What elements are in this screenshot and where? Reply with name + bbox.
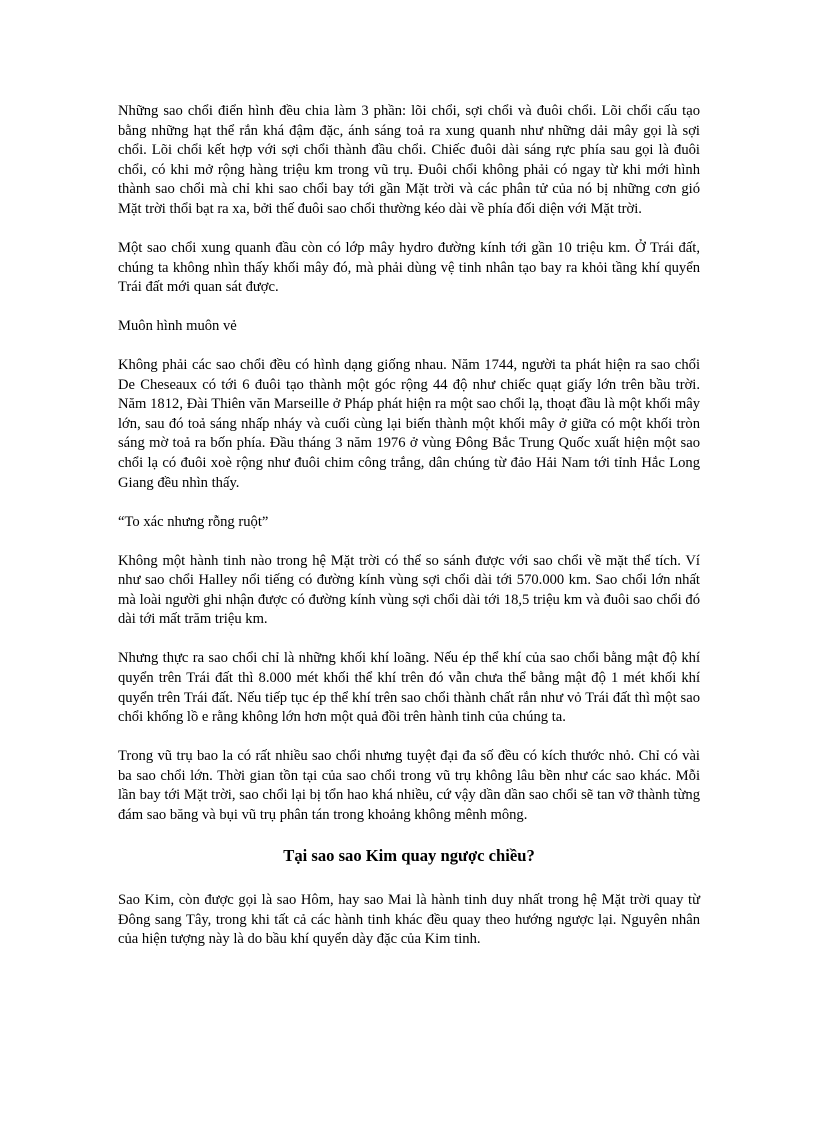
paragraph-venus-rotation: Sao Kim, còn được gọi là sao Hôm, hay sao Mai là hành tinh duy nhất trong hệ Mặt trời quay từ Đông sang Tây, trong khi tất cả các hành tinh khác đều quay theo hướng ngược lại. Nguyên nhân của hiện tượng này là do bầu khí quyển dày đặc của Kim tinh. xyxy=(118,891,700,948)
subheading-big-but-hollow: “To xác nhưng rỗng ruột” xyxy=(118,513,269,530)
paragraph-comet-structure: Những sao chổi điển hình đều chia làm 3 phần: lõi chổi, sợi chổi và đuôi chổi. Lõi chổi cấu tạo bằng những hạt thể rắn khá đậm đặc, ánh sáng toả ra xung quanh như những dải mây gọi là sợi chổi. Lõi chổi kết hợp với sợi chổi thành đầu chổi. Chiếc đuôi dài sáng rực phía sau gọi là đuôi chổi, có khi mở rộng hàng triệu km trong vũ trụ. Đuôi chổi không phải có ngay từ khi mới hình thành sao chổi mà chỉ khi sao chổi bay tới gần Mặt trời và các phân tử của nó bị những cơn gió Mặt trời thổi bạt ra xa, bởi thế đuôi sao chổi thường kéo dài về phía đối diện với Mặt trời. xyxy=(118,103,700,217)
paragraph-comet-volume: Không một hành tinh nào trong hệ Mặt trời có thể so sánh được với sao chổi về mặt thể tích. Ví như sao chổi Halley nổi tiếng có đường kính vùng sợi chổi dài tới 570.000 km. Sao chổi lớn nhất mà loài người ghi nhận được có đường kính vùng sợi chổi dài tới 18,5 triệu km và đuôi sao chổi đó dài tới mất trăm triệu km. xyxy=(118,552,700,628)
paragraph-comet-density: Nhưng thực ra sao chổi chỉ là những khối khí loãng. Nếu ép thể khí của sao chổi bằng mật độ khí quyển trên Trái đất thì 8.000 mét khối thể khí trên đó vẫn chưa thể bằng mật độ 1 mét khối khí quyển trên Trái đất. Nếu tiếp tục ép thể khí trên sao chổi thành chất rắn như vỏ Trái đất thì một sao chổi khổng lồ e rằng không lớn hơn một quả đồi trên hành tinh của chúng ta. xyxy=(118,650,700,726)
subheading-many-shapes: Muôn hình muôn vẻ xyxy=(118,318,237,335)
paragraph-comet-shapes: Không phải các sao chổi đều có hình dạng giống nhau. Năm 1744, người ta phát hiện ra sao chổi De Cheseaux có tới 6 đuôi tạo thành một góc rộng 44 độ như chiếc quạt giấy lớn trên bầu trời. Năm 1812, Đài Thiên văn Marseille ở Pháp phát hiện ra một sao chổi lạ, thoạt đầu là một khối mây lớn, sau đó toả sáng nhấp nháy và cuối cùng lại biến thành một khối mây ở giữa có một khối tròn sáng mờ toả ra bốn phía. Đầu tháng 3 năm 1976 ở vùng Đông Bắc Trung Quốc xuất hiện một sao chổi lạ có đuôi xoè rộng như đuôi chim công trắng, dân chúng từ đảo Hải Nam tới tỉnh Hắc Long Giang đều nhìn thấy. xyxy=(118,357,700,491)
document-body xyxy=(118,102,700,969)
paragraph-comet-lifetime: Trong vũ trụ bao la có rất nhiều sao chổi nhưng tuyệt đại đa số đều có kích thước nhỏ. Chỉ có vài ba sao chổi lớn. Thời gian tồn tại của sao chổi trong vũ trụ không lâu bền như các sao khác. Mỗi lần bay tới Mặt trời, sao chổi lại bị tổn hao khá nhiều, cứ vậy dần dần sao chổi sẽ tan vỡ thành từng đám sao băng và bụi vũ trụ phân tán trong khoảng không mênh mông. xyxy=(118,748,700,823)
paragraph-hydrogen-cloud: Một sao chổi xung quanh đầu còn có lớp mây hydro đường kính tới gần 10 triệu km. Ở Trái đất, chúng ta không nhìn thấy khối mây đó, mà phải dùng vệ tinh nhân tạo bay ra khỏi tầng khí quyển Trái đất mới quan sát được. xyxy=(118,239,700,296)
section-heading-venus: Tại sao sao Kim quay ngược chiều? xyxy=(283,845,535,865)
